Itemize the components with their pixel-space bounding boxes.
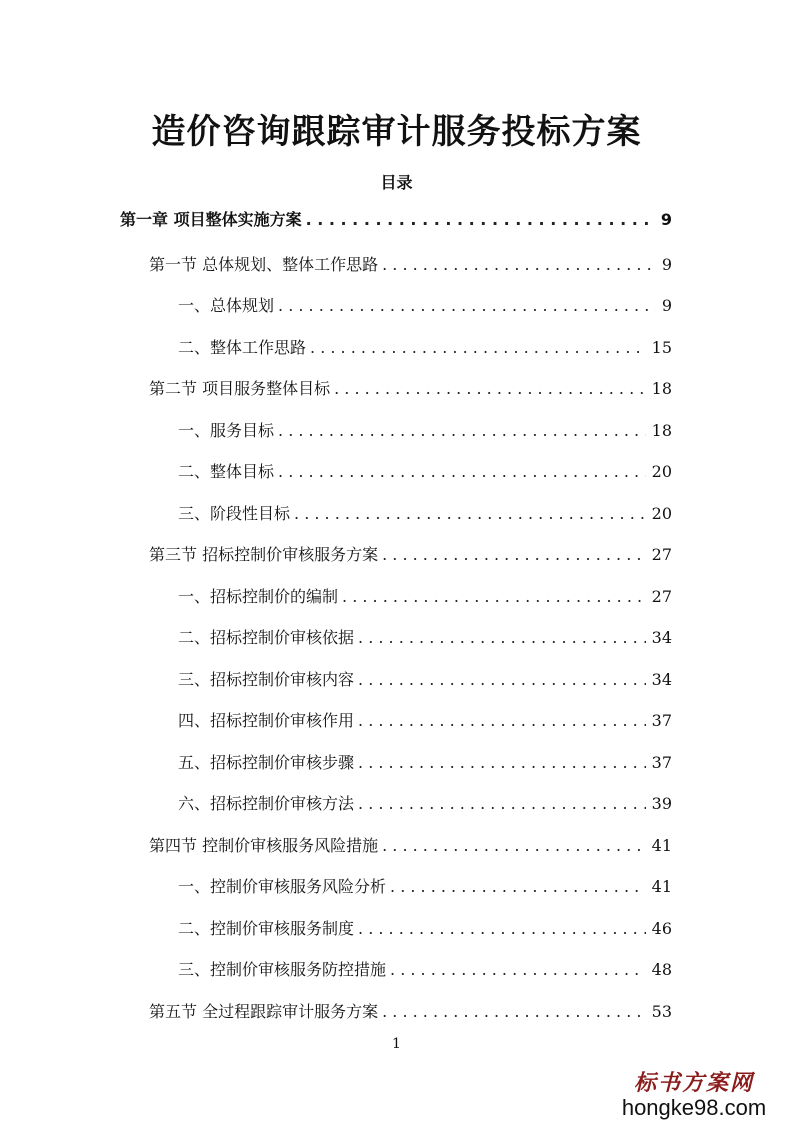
watermark-url: hongke98.com [621, 1095, 767, 1120]
dot-leader [382, 1002, 646, 1021]
toc-entry-page: 20 [651, 462, 672, 481]
dot-leader [306, 210, 655, 229]
toc-entry-page: 27 [651, 545, 672, 564]
toc-entry-item[interactable] [178, 874, 672, 898]
toc-entry-label: 一、服务目标 [178, 421, 275, 440]
dot-leader [294, 504, 646, 523]
dot-leader [310, 338, 646, 357]
toc-entry-page: 18 [651, 379, 672, 398]
toc-entry-page: 15 [651, 338, 672, 357]
dot-leader [382, 255, 656, 274]
toc-entry-page: 53 [651, 1002, 672, 1021]
dot-leader [342, 587, 646, 606]
toc-entry-item[interactable] [178, 708, 672, 732]
dot-leader [358, 919, 646, 938]
dot-leader [334, 379, 646, 398]
toc-entry-item[interactable] [178, 791, 672, 815]
toc-entry-label: 一、总体规划 [178, 296, 275, 315]
dot-leader [358, 711, 646, 730]
toc-entry-page: 41 [651, 836, 672, 855]
toc-entry-label: 五、招标控制价审核步骤 [178, 753, 355, 772]
toc-entry-label: 第二节 项目服务整体目标 [149, 379, 331, 398]
toc-entry-label: 一、招标控制价的编制 [178, 587, 339, 606]
toc-entry-page: 9 [661, 296, 672, 315]
dot-leader [390, 877, 646, 896]
toc-entry-page: 39 [651, 794, 672, 813]
dot-leader [358, 794, 646, 813]
toc-entry-page: 20 [651, 504, 672, 523]
toc-entry-label: 六、招标控制价审核方法 [178, 794, 355, 813]
toc-entry-label: 三、招标控制价审核内容 [178, 670, 355, 689]
dot-leader [358, 628, 646, 647]
toc-entry-label: 二、控制价审核服务制度 [178, 919, 355, 938]
toc-entry-page: 18 [651, 421, 672, 440]
toc-entry-page: 37 [651, 711, 672, 730]
toc-entry-label: 第一章 项目整体实施方案 [120, 210, 302, 229]
dot-leader [278, 421, 646, 440]
dot-leader [358, 753, 646, 772]
toc-entry-item[interactable] [178, 418, 672, 442]
dot-leader [278, 462, 646, 481]
toc-entry-item[interactable] [178, 501, 672, 525]
toc-entry-label: 一、控制价审核服务风险分析 [178, 877, 387, 896]
toc-entry-page: 34 [651, 628, 672, 647]
toc-heading: 目录 [380, 173, 413, 192]
watermark-brand: 标书方案网 [633, 1070, 754, 1096]
toc-entry-page: 41 [651, 877, 672, 896]
toc-entry-page: 27 [651, 587, 672, 606]
toc-entry-page: 9 [661, 255, 672, 274]
toc-entry-item[interactable] [178, 957, 672, 981]
toc-entry-section-4[interactable] [149, 833, 672, 857]
toc-entry-section-2[interactable] [149, 376, 672, 400]
toc-entry-item[interactable] [178, 625, 672, 649]
page-number: 1 [392, 1036, 401, 1052]
toc-entry-label: 三、阶段性目标 [178, 504, 291, 523]
toc-entry-section-1[interactable] [149, 252, 672, 276]
toc-entry-item[interactable] [178, 459, 672, 483]
toc-entry-section-3[interactable] [149, 542, 672, 566]
toc-entry-item[interactable] [178, 750, 672, 774]
toc-entry-label: 二、招标控制价审核依据 [178, 628, 355, 647]
toc-entry-chapter-1[interactable] [120, 207, 672, 231]
toc-entry-page: 34 [651, 670, 672, 689]
dot-leader [358, 670, 646, 689]
toc-entry-label: 第三节 招标控制价审核服务方案 [149, 545, 379, 564]
toc-entry-section-5[interactable] [149, 999, 672, 1023]
watermark-logo [609, 1066, 779, 1121]
toc-entry-item[interactable] [178, 335, 672, 359]
toc-entry-item[interactable] [178, 667, 672, 691]
dot-leader [390, 960, 646, 979]
toc-entry-item[interactable] [178, 584, 672, 608]
toc-entry-page: 48 [651, 960, 672, 979]
toc-entry-label: 三、控制价审核服务防控措施 [178, 960, 387, 979]
toc-entry-item[interactable] [178, 916, 672, 940]
toc-entry-page: 46 [651, 919, 672, 938]
toc-entry-label: 二、整体目标 [178, 462, 275, 481]
dot-leader [382, 836, 646, 855]
toc-entry-label: 第五节 全过程跟踪审计服务方案 [149, 1002, 379, 1021]
document-title: 造价咨询跟踪审计服务投标方案 [151, 112, 642, 152]
toc-entry-page: 9 [660, 210, 672, 229]
toc-entry-page: 37 [651, 753, 672, 772]
toc-entry-item[interactable] [178, 293, 672, 317]
toc-entry-label: 第一节 总体规划、整体工作思路 [149, 255, 379, 274]
dot-leader [278, 296, 656, 315]
dot-leader [382, 545, 646, 564]
toc-entry-label: 第四节 控制价审核服务风险措施 [149, 836, 379, 855]
toc-entry-label: 二、整体工作思路 [178, 338, 307, 357]
toc-entry-label: 四、招标控制价审核作用 [178, 711, 355, 730]
